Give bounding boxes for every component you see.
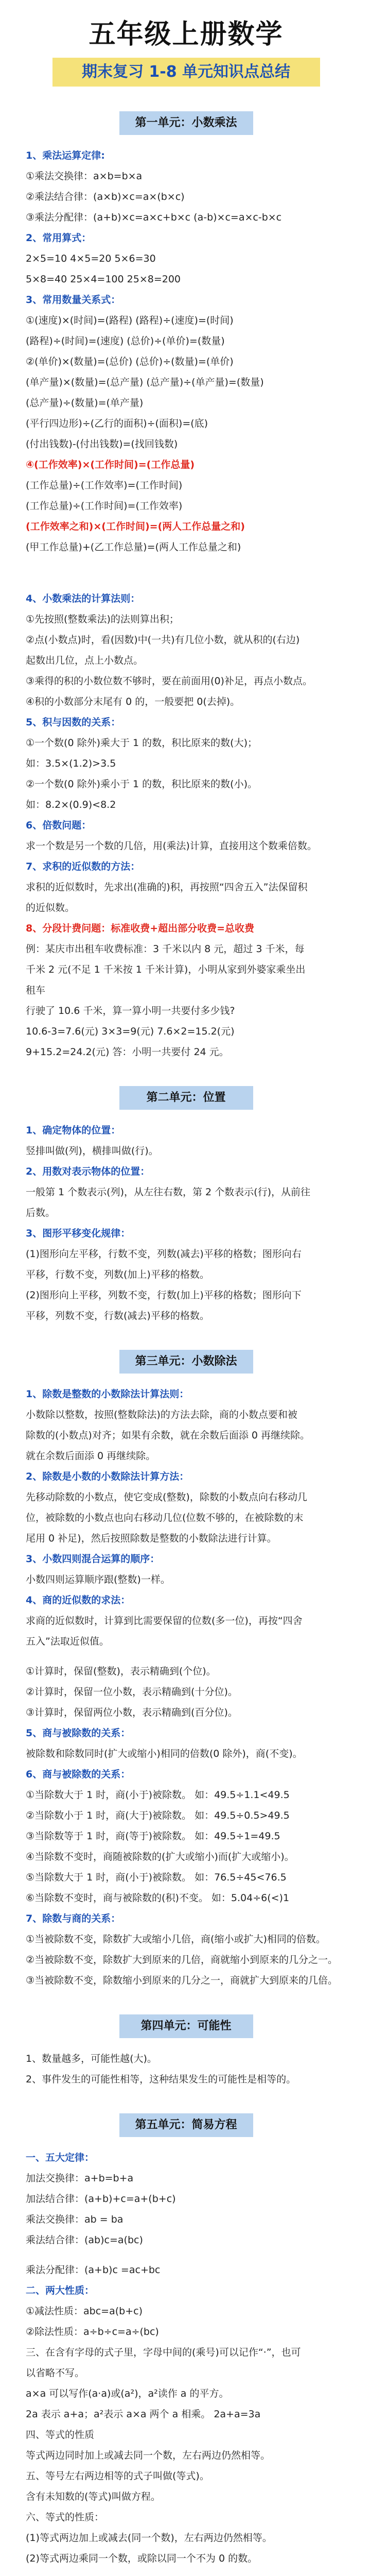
text-line: 2a 表示 a+a；a²表示 a×a 两个 a 相乘。 2a+a=3a [26,2409,261,2420]
section-heading: 5、积与因数的关系： [26,717,121,728]
text-line: 乘法交换律：ab = ba [26,2214,124,2225]
section-heading: 1、确定物体的位置： [26,1125,121,1136]
text-line: ④当除数不变时，商随被除数的(扩大或缩小)而(扩大或缩小)。 [26,1851,294,1862]
text-line: 六、等式的性质： [26,2512,104,2523]
text-line: 一般第 1 个数表示(列)，从左往右数，第 2 个数表示(行)，从前往 [26,1187,310,1198]
spacer [26,557,346,588]
text-line: ②计算时，保留一位小数，表示精确到(十分位)。 [26,1686,238,1698]
text-line: ④积的小数部分末尾有 0 的，一般要把 0(去掉)。 [26,696,240,707]
text-line: (工作总量)÷(工作时间)=(工作效率) [26,500,183,512]
text-line: (平行四边形)÷(乙行的面积)÷(面积)=(底) [26,418,208,429]
text-line: ③乘得的积的小数位数不够时，要在前面用(0)补足，再点小数点。 [26,675,312,687]
text-line: (甲工作总量)+(乙工作总量)=(两人工作总量之和) [26,541,241,553]
text-line: 五入”法取近似值。 [26,1636,109,1647]
text-line: 竖排叫做(列)，横排叫做(行)。 [26,1145,158,1157]
section-heading: 5、商与被除数的关系： [26,1727,131,1739]
text-line: ①(速度)×(时间)=(路程) (路程)÷(速度)=(时间) [26,315,234,326]
section-heading: 4、小数乘法的计算法则： [26,593,140,604]
text-line: 后数。 [26,1207,56,1218]
text-line: ④(工作效率)×(工作时间)=(工作总量) [26,459,195,470]
text-line: 加法交换律：a+b=b+a [26,2173,134,2184]
text-line: ②当除数小于 1 时，商(大于)被除数。 如：49.5÷0.5>49.5 [26,1810,290,1821]
text-line: ③计算时，保留两位小数，表示精确到(百分位)。 [26,1707,238,1718]
text-line: 2、事件发生的可能性相等，这种结果发生的可能性是相等的。 [26,2074,296,2085]
text-line: 千米 2 元(不足 1 千米按 1 千米计算)，小明从家到外婆家乘坐出 [26,964,306,975]
text-line: ②一个数(0 除外)乘小于 1 的数，积比原来的数(小)。 [26,778,257,790]
text-line: (2)等式两边乘同一个数，或除以同一个不为 0 的数。 [26,2553,258,2564]
unit-heading: 第一单元：小数乘法 [119,111,253,135]
text-line: 8、分段计费问题：标准收费+超出部分收费=总收费 [26,923,255,934]
spacer [26,1652,346,1661]
text-line: 求一个数是另一个数的几倍，用(乘法)计算，直接用这个数乘倍数。 [26,840,317,852]
text-line: 尾用 0 补足)，然后按照除数是整数的小数除法进行计算。 [26,1533,277,1544]
section-heading: 1、除数是整数的小数除法计算法则： [26,1388,189,1400]
text-line: 1、数量越多，可能性越(大)。 [26,2053,157,2064]
text-line: 加法结合律：(a+b)+c=a+(b+c) [26,2193,176,2205]
text-line: 2×5=10 4×5=20 5×6=30 [26,253,156,264]
text-line: ⑤当除数大于 1 时，商(小于)被除数。 如：76.5÷45<76.5 [26,1872,287,1883]
text-line: (单产量)×(数量)=(总产量) (总产量)÷(单产量)=(数量) [26,377,264,388]
section-heading: 2、用数对表示物体的位置： [26,1166,150,1177]
text-line: 如：3.5×(1.2)>3.5 [26,758,116,769]
section-heading: 2、常用算式： [26,232,92,244]
text-line: 的近似数。 [26,902,75,913]
text-line: 以省略不写。 [26,2367,85,2379]
text-line: ①乘法交换律：a×b=b×a [26,171,143,182]
text-line: 乘法结合律：(ab)c=a(bc) [26,2234,143,2246]
text-line: ③当被除数不变，除数缩小到原来的几分之一，商就扩大到原来的几倍。 [26,1975,338,1986]
page-title: 五年级上册数学 [89,19,284,50]
text-line: 5×8=40 25×4=100 25×8=200 [26,274,181,285]
text-line: 就在余数后面添 0 再继续除。 [26,1450,156,1462]
text-line: 平移，行数不变，列数(加上)平移的格数。 [26,1269,209,1280]
text-line: 求积的近似数时，先求出(准确的)积，再按照“四舍五入”法保留积 [26,882,308,893]
text-line: 除数的(小数点)对齐；如果有余数，就在余数后面添 0 再继续除。 [26,1430,310,1441]
text-line: (工作总量)÷(工作效率)=(工作时间) [26,480,183,491]
text-line: a×a 可以写作(a·a)或(a²)，a²读作 a 的平方。 [26,2388,229,2399]
text-line: 起数出几位，点上小数点。 [26,655,144,666]
unit-heading: 第三单元：小数除法 [119,1350,253,1374]
text-line: ①先按照(整数乘法)的法则算出积； [26,614,179,625]
text-line: 被除数和除数同时(扩大或缩小)相同的倍数(0 除外)，商(不变)。 [26,1748,303,1759]
section-heading: 1、乘法运算定律: [26,150,105,161]
text-line: ①计算时，保留(整数)，表示精确到(个位)。 [26,1666,216,1677]
section-heading: 2、除数是小数的小数除法计算方法： [26,1471,189,1482]
text-line: 小数除以整数，按照(整数除法)的方法去除，商的小数点要和被 [26,1409,297,1420]
text-line: 行驶了 10.6 千米，算一算小明一共要付多少钱? [26,1005,235,1016]
text-line: 三、在含有字母的式子里，字母中间的(乘号)可以记作“·”，也可 [26,2347,301,2358]
section-heading: 3、小数四则混合运算的顺序： [26,1553,160,1565]
text-line: ②点(小数点)时，看(因数)中(一共)有几位小数，就从积的(右边) [26,634,300,646]
section-heading: 3、常用数量关系式： [26,294,121,306]
text-line: 四、等式的性质 [26,2429,95,2441]
text-line: 小数四则运算顺序跟(整数)一样。 [26,1574,170,1585]
text-line: 位，被除数的小数点也向右移动几位(位数不够的，在被除数的末 [26,1512,304,1523]
section-heading: 一、五大定律： [26,2152,95,2163]
text-line: 平移，列数不变，行数(减去)平移的格数。 [26,1310,209,1321]
text-line: ②乘法结合律：(a×b)×c=a×(b×c) [26,191,185,202]
text-line: 含有未知数的(等式)叫做方程。 [26,2491,161,2502]
unit-heading: 第五单元：简易方程 [119,2113,253,2137]
section-heading: 3、图形平移变化规律： [26,1228,131,1239]
text-line: ①当被除数不变，除数扩大或缩小几倍，商(缩小或扩大)相同的倍数。 [26,1934,326,1945]
text-line: (2)图形向上平移，列数不变，行数(加上)平移的格数；图形向下 [26,1290,302,1301]
text-line: ⑥当除数不变时，商与被除数的(积)不变。 如：5.04÷6(<)1 [26,1892,290,1904]
text-line: ①一个数(0 除外)乘大于 1 的数，积比原来的数(大)； [26,737,257,749]
text-line: 例：某庆市出租车收费标准：3 千米以内 8 元，超过 3 千米，每 [26,943,305,955]
text-line: 10.6-3=7.6(元) 3×3=9(元) 7.6×2=15.2(元) [26,1026,235,1037]
text-line: 求商的近似数时，计算到比需要保留的位数(多一位)，再按“四舍 [26,1615,303,1626]
text-line: 等式两边同时加上或减去同一个数，左右两边仍然相等。 [26,2450,271,2461]
section-heading: 7、求积的近似数的方法： [26,861,140,872]
section-heading: 7、除数与商的关系： [26,1913,121,1924]
spacer [26,2250,346,2260]
text-line: (路程)÷(时间)=(速度) (总价)÷(单价)=(数量) [26,335,225,347]
units-container [26,111,346,2576]
text-line: 租车 [26,985,46,996]
text-line: (工作效率之和)×(工作时间)=(两人工作总量之和) [26,521,245,532]
text-line: ②(单价)×(数量)=(总价) (总价)÷(数量)=(单价) [26,356,234,367]
text-line: 如：8.2×(0.9)<8.2 [26,799,116,810]
text-line: ②除法性质：a÷b÷c=a÷(bc) [26,2326,159,2337]
section-heading: 二、两大性质： [26,2285,95,2296]
text-line: (1)图形向左平移，行数不变，列数(减去)平移的格数；图形向右 [26,1248,302,1260]
text-line: (1)等式两边加上或减去(同一个数)，左右两边仍然相等。 [26,2532,272,2544]
text-line: ③乘法分配律：(a+b)×c=a×c+b×c (a-b)×c=a×c-b×c [26,212,282,223]
text-line: 五、等号左右两边相等的式子叫做(等式)。 [26,2470,209,2482]
section-heading: 6、倍数问题： [26,820,92,831]
section-heading: 4、商的近似数的求法： [26,1595,131,1606]
text-line: 9+15.2=24.2(元) 答：小明一共要付 24 元。 [26,1046,229,1058]
text-line: (总产量)÷(数量)=(单产量) [26,397,144,409]
text-line: 乘法分配律：(a+b)c =ac+bc [26,2264,161,2276]
page-subtitle: 期末复习 1-8 单元知识点总结 [52,58,320,87]
unit-heading: 第二单元：位置 [119,1086,253,1110]
text-line: 先移动除数的小数点，使它变成(整数)，除数的小数点向右移动几 [26,1492,307,1503]
unit-heading: 第四单元：可能性 [119,2014,253,2038]
section-heading: 6、商与被除数的关系： [26,1769,131,1780]
text-line: ③当除数等于 1 时，商(等于)被除数。 如：49.5÷1=49.5 [26,1831,280,1842]
text-line: ①减法性质：abc=a(b+c) [26,2306,143,2317]
text-line: ①当除数大于 1 时，商(小于)被除数。 如：49.5÷1.1<49.5 [26,1789,290,1801]
text-line: (付出钱数)-(付出钱数)=(找回钱数) [26,438,178,450]
text-line: ②当被除数不变，除数扩大到原来的几倍，商就缩小到原来的几分之一。 [26,1954,338,1965]
